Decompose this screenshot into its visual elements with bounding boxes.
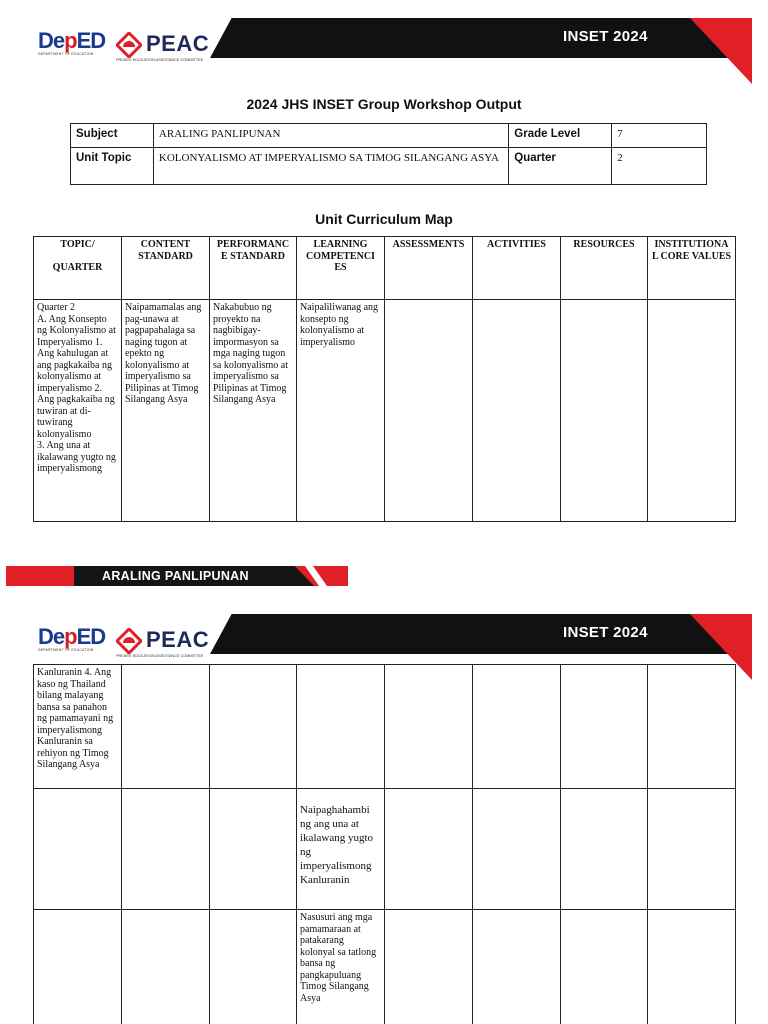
- topic-cell: [34, 910, 122, 1024]
- topic-cell: Kanluranin 4. Ang kaso ng Thailand bilang malayang bansa sa panahon ng pamamayani ng imperyalismong Kanluranin sa rehiyon ng Timog Silangang Asya: [34, 665, 122, 789]
- peac-diamond-icon: [116, 32, 142, 58]
- table-row: [34, 300, 736, 522]
- subject-value: ARALING PANLIPUNAN: [153, 124, 508, 148]
- deped-logo: DepED DEPARTMENT OF EDUCATION: [38, 28, 106, 56]
- column-header-content-standard: CONTENT STANDARD: [122, 237, 210, 300]
- curriculum-map-table: [33, 236, 736, 522]
- column-header-activities: ACTIVITIES: [473, 237, 561, 300]
- grade-level-label: Grade Level: [509, 124, 612, 148]
- competency-cell: Naipaliliwanag ang konsepto ng kolonyalismo at imperyalismo: [297, 300, 385, 522]
- banner-black-band: [210, 18, 750, 58]
- curriculum-map-table-continued: [33, 664, 736, 1024]
- core-values-cell: [648, 300, 736, 522]
- column-header-core-values: INSTITUTIONA L CORE VALUES: [648, 237, 736, 300]
- competency-cell: Nasusuri ang mga pamamaraan at patakarang kolonyal sa tatlong bansa ng pangkapuluang Timog Silangang Asya: [297, 910, 385, 1024]
- column-header-performance-standard: PERFORMANC E STANDARD: [210, 237, 297, 300]
- info-table: [70, 123, 707, 185]
- inset-label: INSET 2024: [563, 28, 648, 45]
- competency-cell: [297, 665, 385, 789]
- resources-cell: [561, 300, 648, 522]
- inset-label: INSET 2024: [563, 624, 648, 641]
- grade-level-value: 7: [612, 124, 707, 148]
- table-row: [34, 910, 736, 1024]
- curriculum-map-title: Unit Curriculum Map: [315, 211, 453, 227]
- unit-topic-value: KOLONYALISMO AT IMPERYALISMO SA TIMOG SILANGANG ASYA: [153, 148, 508, 185]
- competency-cell: Naipaghahambi ng ang una at ikalawang yugto ng imperyalismong Kanluranin: [297, 789, 385, 910]
- peac-diamond-icon: [116, 628, 142, 654]
- column-header-resources: RESOURCES: [561, 237, 648, 300]
- topic-cell: [34, 789, 122, 910]
- document-title: 2024 JHS INSET Group Workshop Output: [246, 96, 522, 112]
- table-row: [34, 665, 736, 789]
- activities-cell: [473, 300, 561, 522]
- table-row: [34, 789, 736, 910]
- content-standard-cell: Naipamamalas ang pag-unawa at pagpapahalaga sa naging tugon at epekto ng kolonyalismo at imperyalismo sa Pilipinas at Timog Silangang Asya: [122, 300, 210, 522]
- column-header-learning-competencies: LEARNING COMPETENCI ES: [297, 237, 385, 300]
- footer-ribbon: [6, 566, 348, 586]
- quarter-label: Quarter: [509, 148, 612, 185]
- header-banner-page-2: INSET 2024 DepED DEPARTMENT OF EDUCATION PEAC PRIVATE EDUCATION ASSISTANCE COMMITTEE: [0, 596, 768, 666]
- subject-label: Subject: [71, 124, 154, 148]
- footer-subject-label: ARALING PANLIPUNAN: [102, 569, 249, 583]
- assessments-cell: [385, 300, 473, 522]
- column-header-assessments: ASSESSMENTS: [385, 237, 473, 300]
- column-header-topic: TOPIC/ QUARTER: [34, 237, 122, 300]
- deped-logo: DepED DEPARTMENT OF EDUCATION: [38, 624, 106, 652]
- quarter-value: 2: [612, 148, 707, 185]
- header-banner: INSET 2024 DepED DEPARTMENT OF EDUCATION PEAC PRIVATE EDUCATION ASSISTANCE COMMITTEE: [0, 0, 768, 70]
- unit-topic-label: Unit Topic: [71, 148, 154, 185]
- performance-standard-cell: Nakabubuo ng proyekto na nagbibigay-impormasyon sa mga naging tugon sa kolonyalismo at imperyalismo sa Pilipinas at Timog Silangang Asya: [210, 300, 297, 522]
- topic-cell: Quarter 2 A. Ang Konsepto ng Kolonyalismo at Imperyalismo 1. Ang kahulugan at ang pagkakaiba ng kolonyalismo at imperyalismo 2. Ang pagkakaiba ng tuwiran at di-tuwirang kolonyalismo 3. Ang una at ikalawang yugto ng imperyalismong: [34, 300, 122, 522]
